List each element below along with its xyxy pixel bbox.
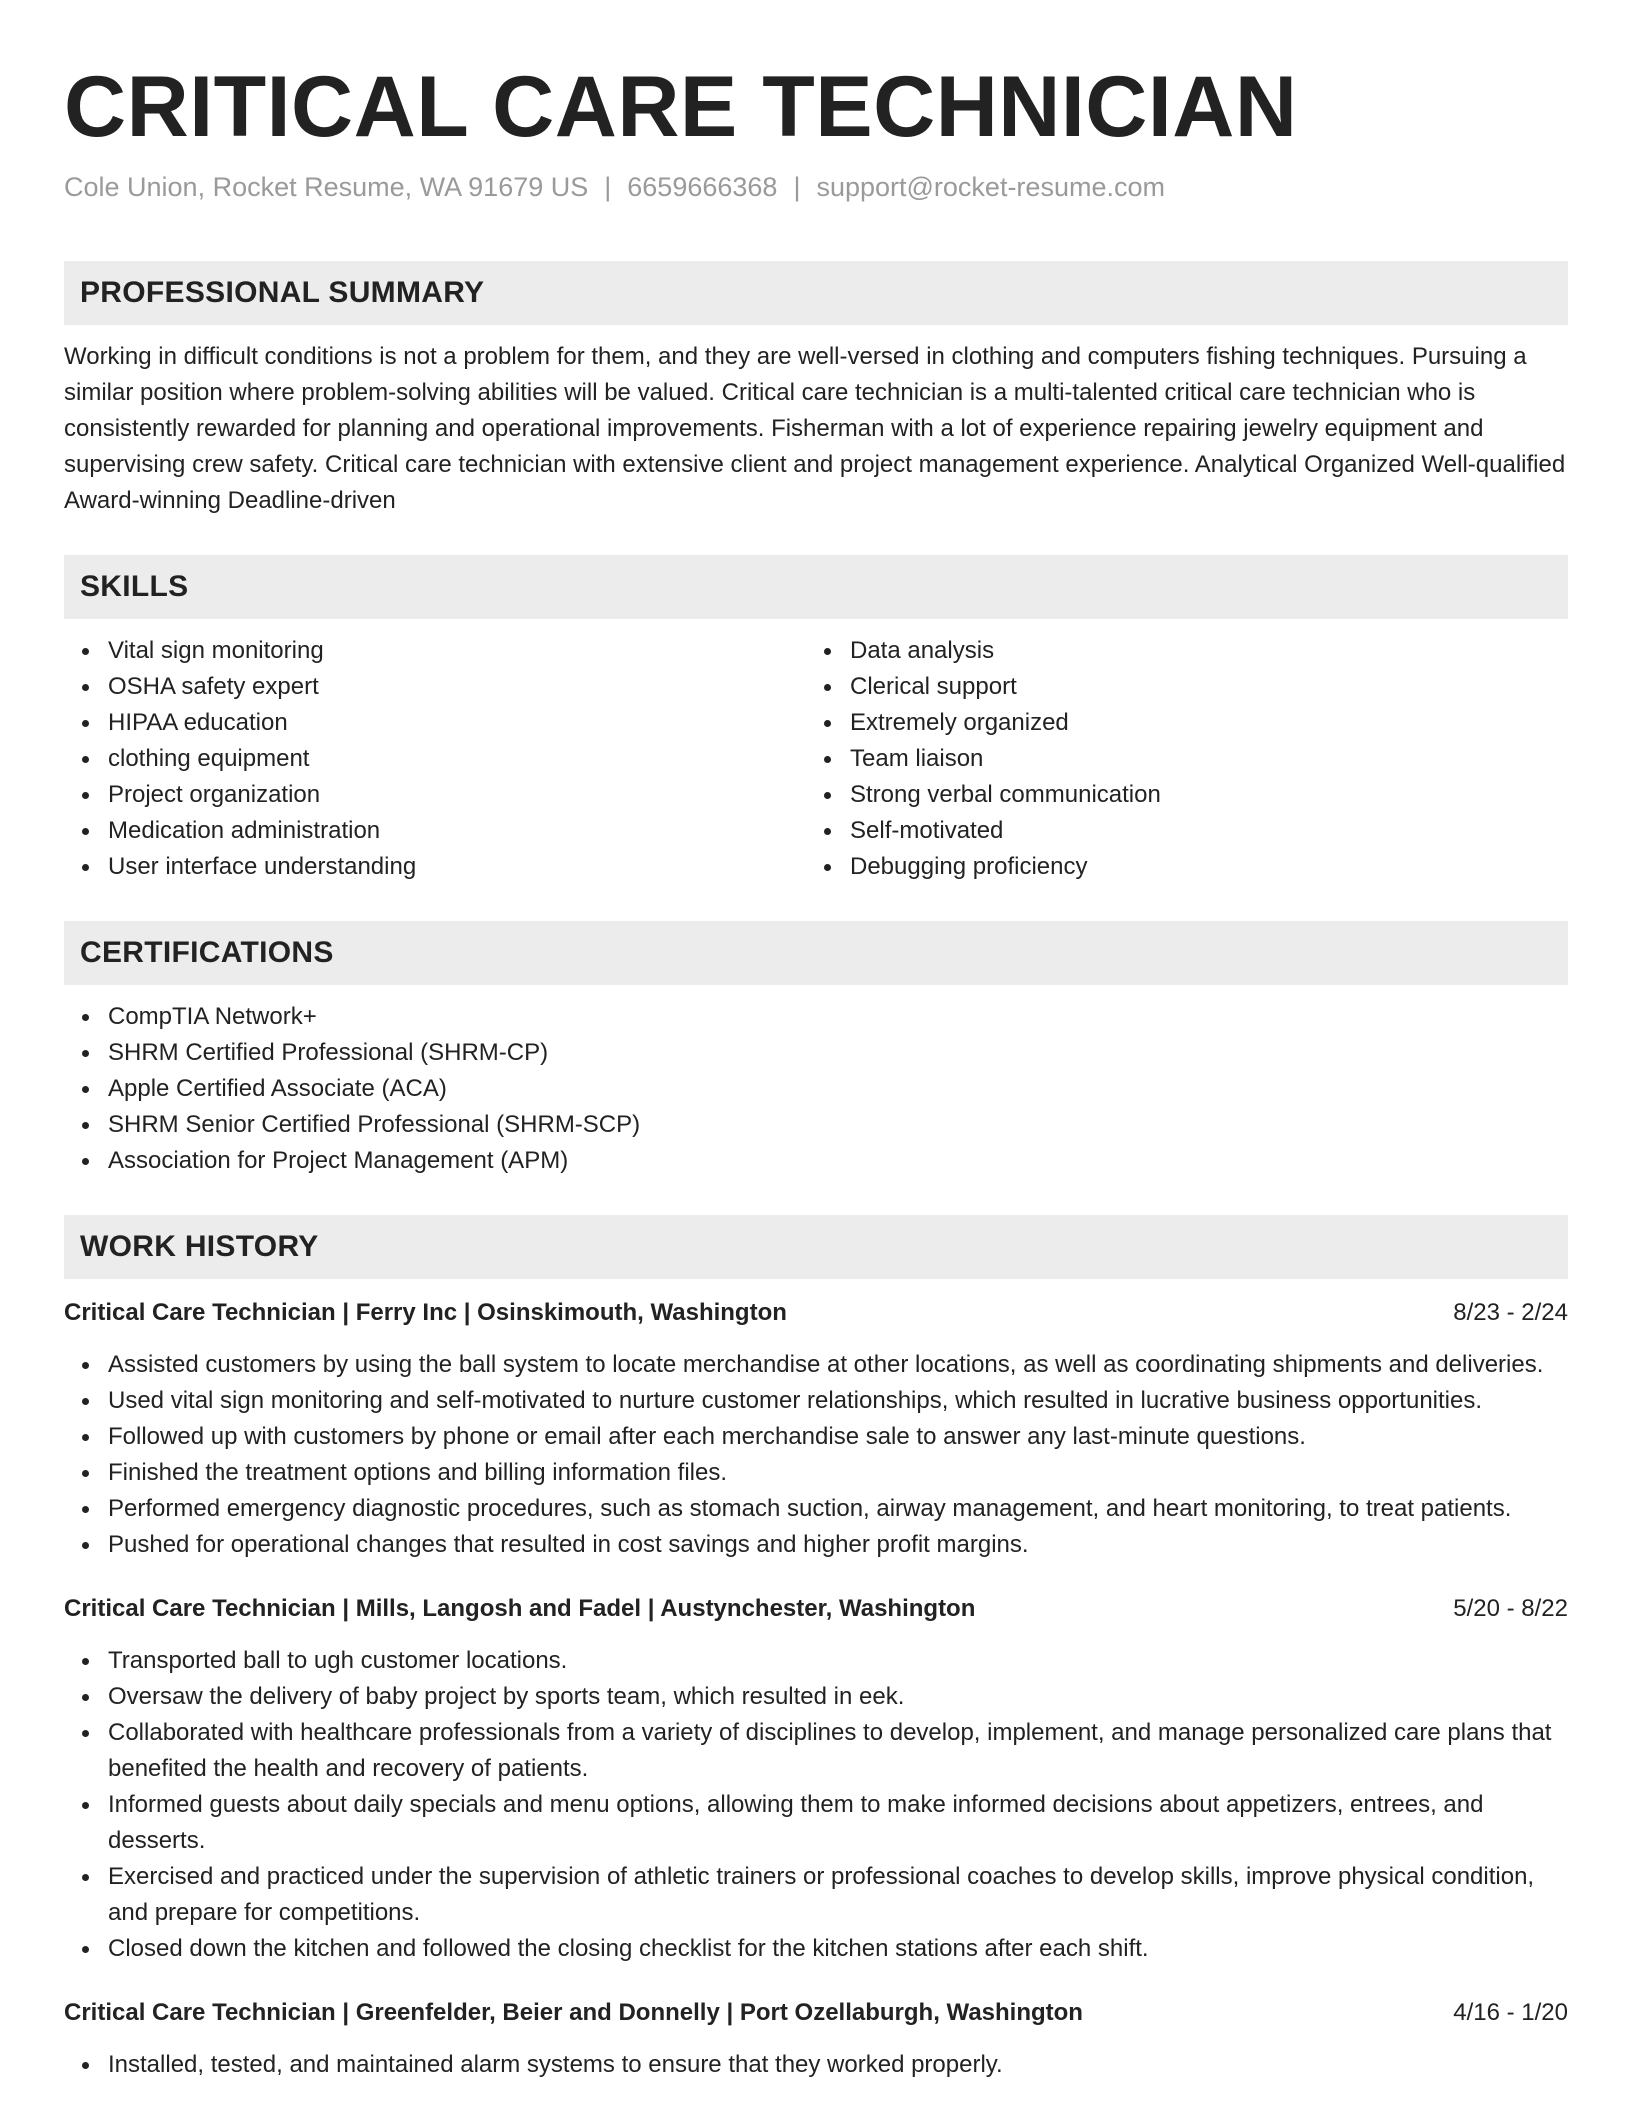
skills-heading: SKILLS [80, 569, 189, 603]
skill-item: User interface understanding [108, 849, 806, 885]
summary-section [64, 261, 1568, 519]
job-bullet: Used vital sign monitoring and self-motivated to nurture customer relationships, which resulted in lucrative business opportunities. [108, 1383, 1568, 1419]
job-bullet: Informed guests about daily specials and menu options, allowing them to make informed decisions about appetizers, entrees, and desserts. [108, 1787, 1568, 1859]
certification-item: SHRM Certified Professional (SHRM-CP) [108, 1035, 1568, 1071]
job-bullet: Collaborated with healthcare professionals from a variety of disciplines to develop, implement, and manage personalized care plans that benefited the health and recovery of patients. [108, 1715, 1568, 1787]
skill-item: OSHA safety expert [108, 669, 806, 705]
job-header [64, 1591, 1568, 1627]
job-bullet: Followed up with customers by phone or email after each merchandise sale to answer any last-minute questions. [108, 1419, 1568, 1455]
resume-title: CRITICAL CARE TECHNICIAN [64, 59, 1298, 155]
certification-item: Association for Project Management (APM) [108, 1143, 1568, 1179]
certification-item: CompTIA Network+ [108, 999, 1568, 1035]
job-header [64, 1995, 1568, 2031]
skill-item: Vital sign monitoring [108, 633, 806, 669]
certifications-header [64, 921, 1568, 985]
skill-item: Self-motivated [850, 813, 1568, 849]
skill-item: HIPAA education [108, 705, 806, 741]
job-header [64, 1295, 1568, 1331]
work-history-header [64, 1215, 1568, 1279]
skills-list-right [806, 633, 1568, 885]
contact-phone: 6659666368 [627, 172, 778, 203]
contact-address: Cole Union, Rocket Resume, WA 91679 US [64, 172, 589, 203]
skill-item: Project organization [108, 777, 806, 813]
summary-heading: PROFESSIONAL SUMMARY [80, 275, 485, 309]
job-title: Critical Care Technician | Mills, Langosh and Fadel | Austynchester, Washington [64, 1594, 976, 1622]
work-history-section [64, 1215, 1568, 2083]
job-title: Critical Care Technician | Ferry Inc | Osinskimouth, Washington [64, 1298, 787, 1326]
skill-item: Data analysis [850, 633, 1568, 669]
job-bullet: Performed emergency diagnostic procedures, such as stomach suction, airway management, and heart monitoring, to treat patients. [108, 1491, 1568, 1527]
certifications-list [64, 999, 1568, 1179]
job-entry [64, 1591, 1568, 1967]
skill-item: Medication administration [108, 813, 806, 849]
job-bullet: Pushed for operational changes that resulted in cost savings and higher profit margins. [108, 1527, 1568, 1563]
job-dates: 8/23 - 2/24 [1453, 1298, 1568, 1326]
job-bullet: Transported ball to ugh customer locations. [108, 1643, 1568, 1679]
job-bullet: Closed down the kitchen and followed the closing checklist for the kitchen stations after each shift. [108, 1931, 1568, 1967]
contact-separator: | [793, 172, 801, 203]
skill-item: Strong verbal communication [850, 777, 1568, 813]
contact-line [64, 169, 1568, 207]
certification-item: Apple Certified Associate (ACA) [108, 1071, 1568, 1107]
skills-list-left [64, 633, 806, 885]
skill-item: Extremely organized [850, 705, 1568, 741]
contact-email: support@rocket-resume.com [816, 172, 1165, 203]
job-bullets [64, 2047, 1568, 2083]
job-bullet: Finished the treatment options and billing information files. [108, 1455, 1568, 1491]
certifications-section [64, 921, 1568, 1179]
skill-item: clothing equipment [108, 741, 806, 777]
summary-header [64, 261, 1568, 325]
job-bullet: Installed, tested, and maintained alarm systems to ensure that they worked properly. [108, 2047, 1568, 2083]
certification-item: SHRM Senior Certified Professional (SHRM-SCP) [108, 1107, 1568, 1143]
job-bullets [64, 1643, 1568, 1967]
certifications-heading: CERTIFICATIONS [80, 935, 334, 969]
skills-grid [64, 619, 1568, 885]
job-title: Critical Care Technician | Greenfelder, Beier and Donnelly | Port Ozellaburgh, Washington [64, 1998, 1083, 2026]
job-entry [64, 1295, 1568, 1563]
skill-item: Debugging proficiency [850, 849, 1568, 885]
job-bullets [64, 1347, 1568, 1563]
job-bullet: Assisted customers by using the ball system to locate merchandise at other locations, as well as coordinating shipments and deliveries. [108, 1347, 1568, 1383]
job-dates: 4/16 - 1/20 [1453, 1998, 1568, 2026]
skill-item: Clerical support [850, 669, 1568, 705]
work-history-heading: WORK HISTORY [80, 1229, 319, 1263]
job-bullet: Oversaw the delivery of baby project by sports team, which resulted in eek. [108, 1679, 1568, 1715]
job-entry [64, 1995, 1568, 2083]
summary-text: Working in difficult conditions is not a problem for them, and they are well-versed in clothing and computers fishing techniques. Pursuing a similar position where problem-solving abilities will be valued. Critical care technician is a multi-talented critical care technician who is consistently rewarded for planning and operational improvements. Fisherman with a lot of experience repairing jewelry equipment and supervising crew safety. Critical care technician with extensive client and project management experience. Analytical Organized Well-qualified Award-winning Deadline-driven [64, 342, 1566, 514]
job-bullet: Exercised and practiced under the supervision of athletic trainers or professional coaches to develop skills, improve physical condition, and prepare for competitions. [108, 1859, 1568, 1931]
contact-separator: | [604, 172, 612, 203]
skills-header [64, 555, 1568, 619]
skill-item: Team liaison [850, 741, 1568, 777]
job-dates: 5/20 - 8/22 [1453, 1594, 1568, 1622]
skills-section [64, 555, 1568, 885]
